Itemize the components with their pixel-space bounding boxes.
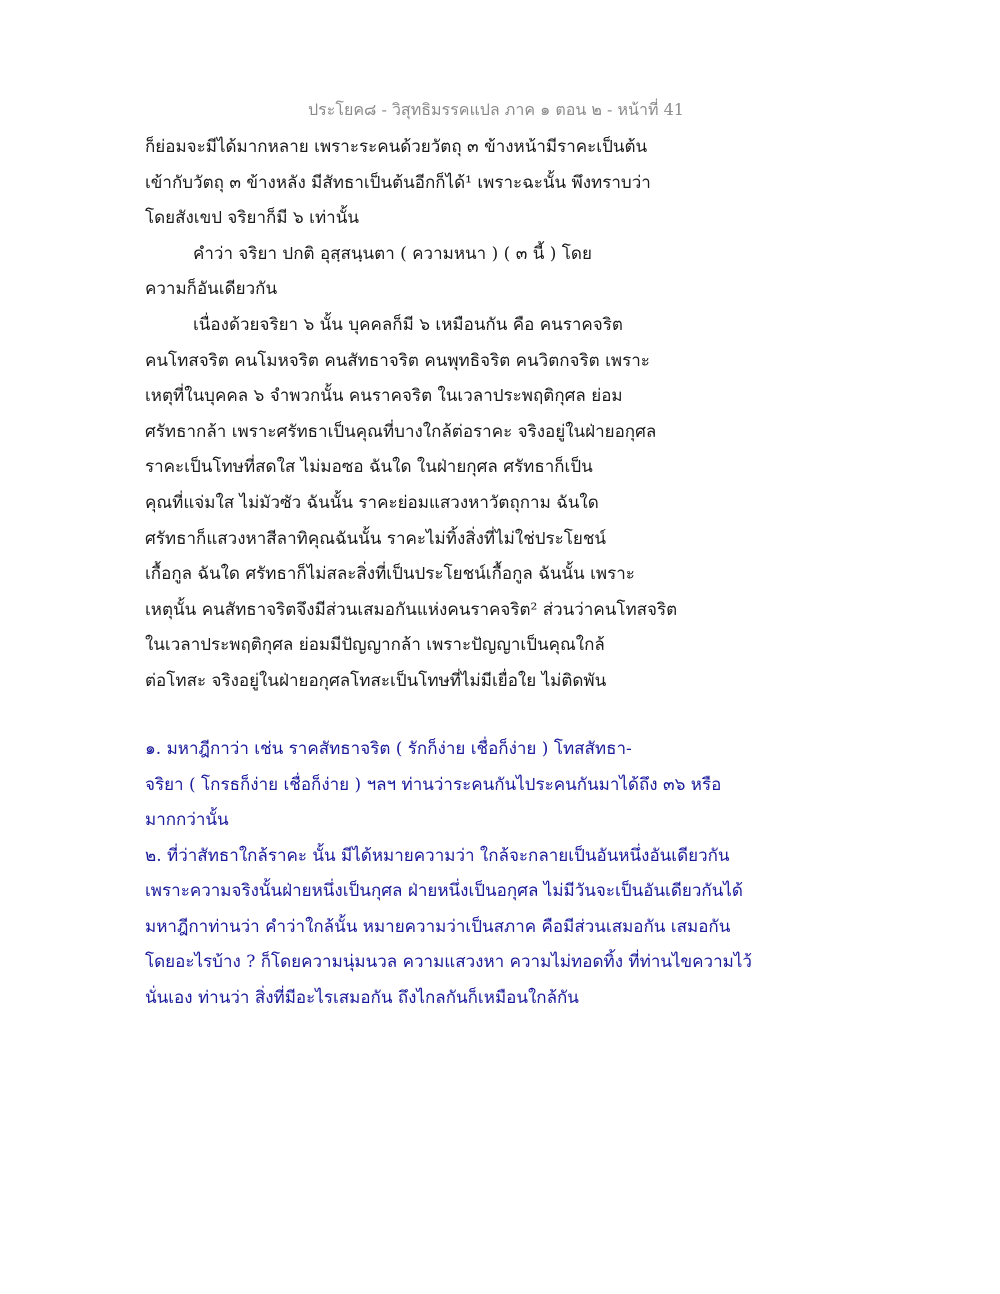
body-line: เหตุนั้น คนสัทธาจริตจึงมีส่วนเสมอกันแห่งคนราคจริต² ส่วนว่าคนโทสจริต <box>145 599 678 620</box>
body-line: เกื้อกูล ฉันใด ศรัทธาก็ไม่สละสิ่งที่เป็นประโยชน์เกื้อกูล ฉันนั้น เพราะ <box>145 564 635 585</box>
body-line: เข้ากับวัตถุ ๓ ข้างหลัง มีสัทธาเป็นต้นอีกก็ได้¹ เพราะฉะนั้น พึงทราบว่า <box>145 172 651 193</box>
footnote-line: เพราะความจริงนั้นฝ่ายหนึ่งเป็นกุศล ฝ่ายหนึ่งเป็นอกุศล ไม่มีวันจะเป็นอันเดียวกันได้ <box>145 881 743 901</box>
footnote-line: โดยอะไรบ้าง ? ก็โดยความนุ่มนวล ความแสวงหา ความไม่ทอดทิ้ง ที่ท่านไขความไว้ <box>145 952 752 972</box>
body-line: โดยสังเขป จริยาก็มี ๖ เท่านั้น <box>145 208 359 229</box>
body-line: เหตุที่ในบุคคล ๖ จำพวกนั้น คนราคจริต ในเวลาประพฤติกุศล ย่อม <box>145 386 623 407</box>
footnote-line: จริยา ( โกรธก็ง่าย เชื่อก็ง่าย ) ฯลฯ ท่านว่าระคนกันไประคนกันมาได้ถึง ๓๖ หรือ <box>145 774 722 795</box>
body-line: ราคะเป็นโทษที่สดใส ไม่มอซอ ฉันใด ในฝ่ายกุศล ศรัทธาก็เป็น <box>145 457 593 478</box>
body-line: คำว่า จริยา ปกติ อุสฺสนฺนตา ( ความหนา ) ( ๓ นี้ ) โดย <box>193 243 592 264</box>
footnote-line: ๒. ที่ว่าสัทธาใกล้ราคะ นั้น มีได้หมายความว่า ใกล้จะกลายเป็นอันหนึ่งอันเดียวกัน <box>145 845 730 866</box>
body-line: ก็ย่อมจะมีได้มากหลาย เพราะระคนด้วยวัตถุ ๓ ข้างหน้ามีราคะเป็นต้น <box>145 137 648 157</box>
body-text <box>145 130 865 700</box>
body-line: ศรัทธากล้า เพราะศรัทธาเป็นคุณที่บางใกล้ต่อราคะ จริงอยู่ในฝ่ายอกุศล <box>145 421 657 442</box>
footnote-line: นั่นเอง ท่านว่า สิ่งที่มีอะไรเสมอกัน ถึงไกลกันก็เหมือนใกล้กัน <box>145 987 579 1008</box>
body-line: ต่อโทสะ จริงอยู่ในฝ่ายอกุศลโทสะเป็นโทษที่ไม่มีเยื่อใย ไม่ติดพัน <box>145 670 607 691</box>
body-line: คุณที่แจ่มใส ไม่มัวซัว ฉันนั้น ราคะย่อมแสวงหาวัตถุกาม ฉันใด <box>145 492 599 513</box>
body-line: ในเวลาประพฤติกุศล ย่อมมีปัญญากล้า เพราะปัญญาเป็นคุณใกล้ <box>145 635 605 656</box>
footnote-line: มากกว่านั้น <box>145 810 229 830</box>
body-line: ศรัทธาก็แสวงหาสีลาทิคุณฉันนั้น ราคะไม่ทิ้งสิ่งที่ไม่ใช่ประโยชน์ <box>145 528 607 549</box>
body-line: คนโทสจริต คนโมหจริต คนสัทธาจริต คนพุทธิจริต คนวิตกจริต เพราะ <box>145 350 650 371</box>
footnote-line: ๑. มหาฎีกาว่า เช่น ราคสัทธาจริต ( รักก็ง่าย เชื่อก็ง่าย ) โทสสัทธา- <box>145 739 632 759</box>
page-header: ประโยค๘ - วิสุทธิมรรคแปล ภาค ๑ ตอน ๒ - หน้าที่ 41 <box>308 100 684 119</box>
body-line: เนื่องด้วยจริยา ๖ นั้น บุคคลก็มี ๖ เหมือนกัน คือ คนราคจริต <box>193 314 623 335</box>
footnote-line: มหาฎีกาท่านว่า คำว่าใกล้นั้น หมายความว่าเป็นสภาค คือมีส่วนเสมอกัน เสมอกัน <box>145 916 731 937</box>
body-line: ความก็อันเดียวกัน <box>145 279 278 300</box>
footnotes <box>145 732 865 1016</box>
